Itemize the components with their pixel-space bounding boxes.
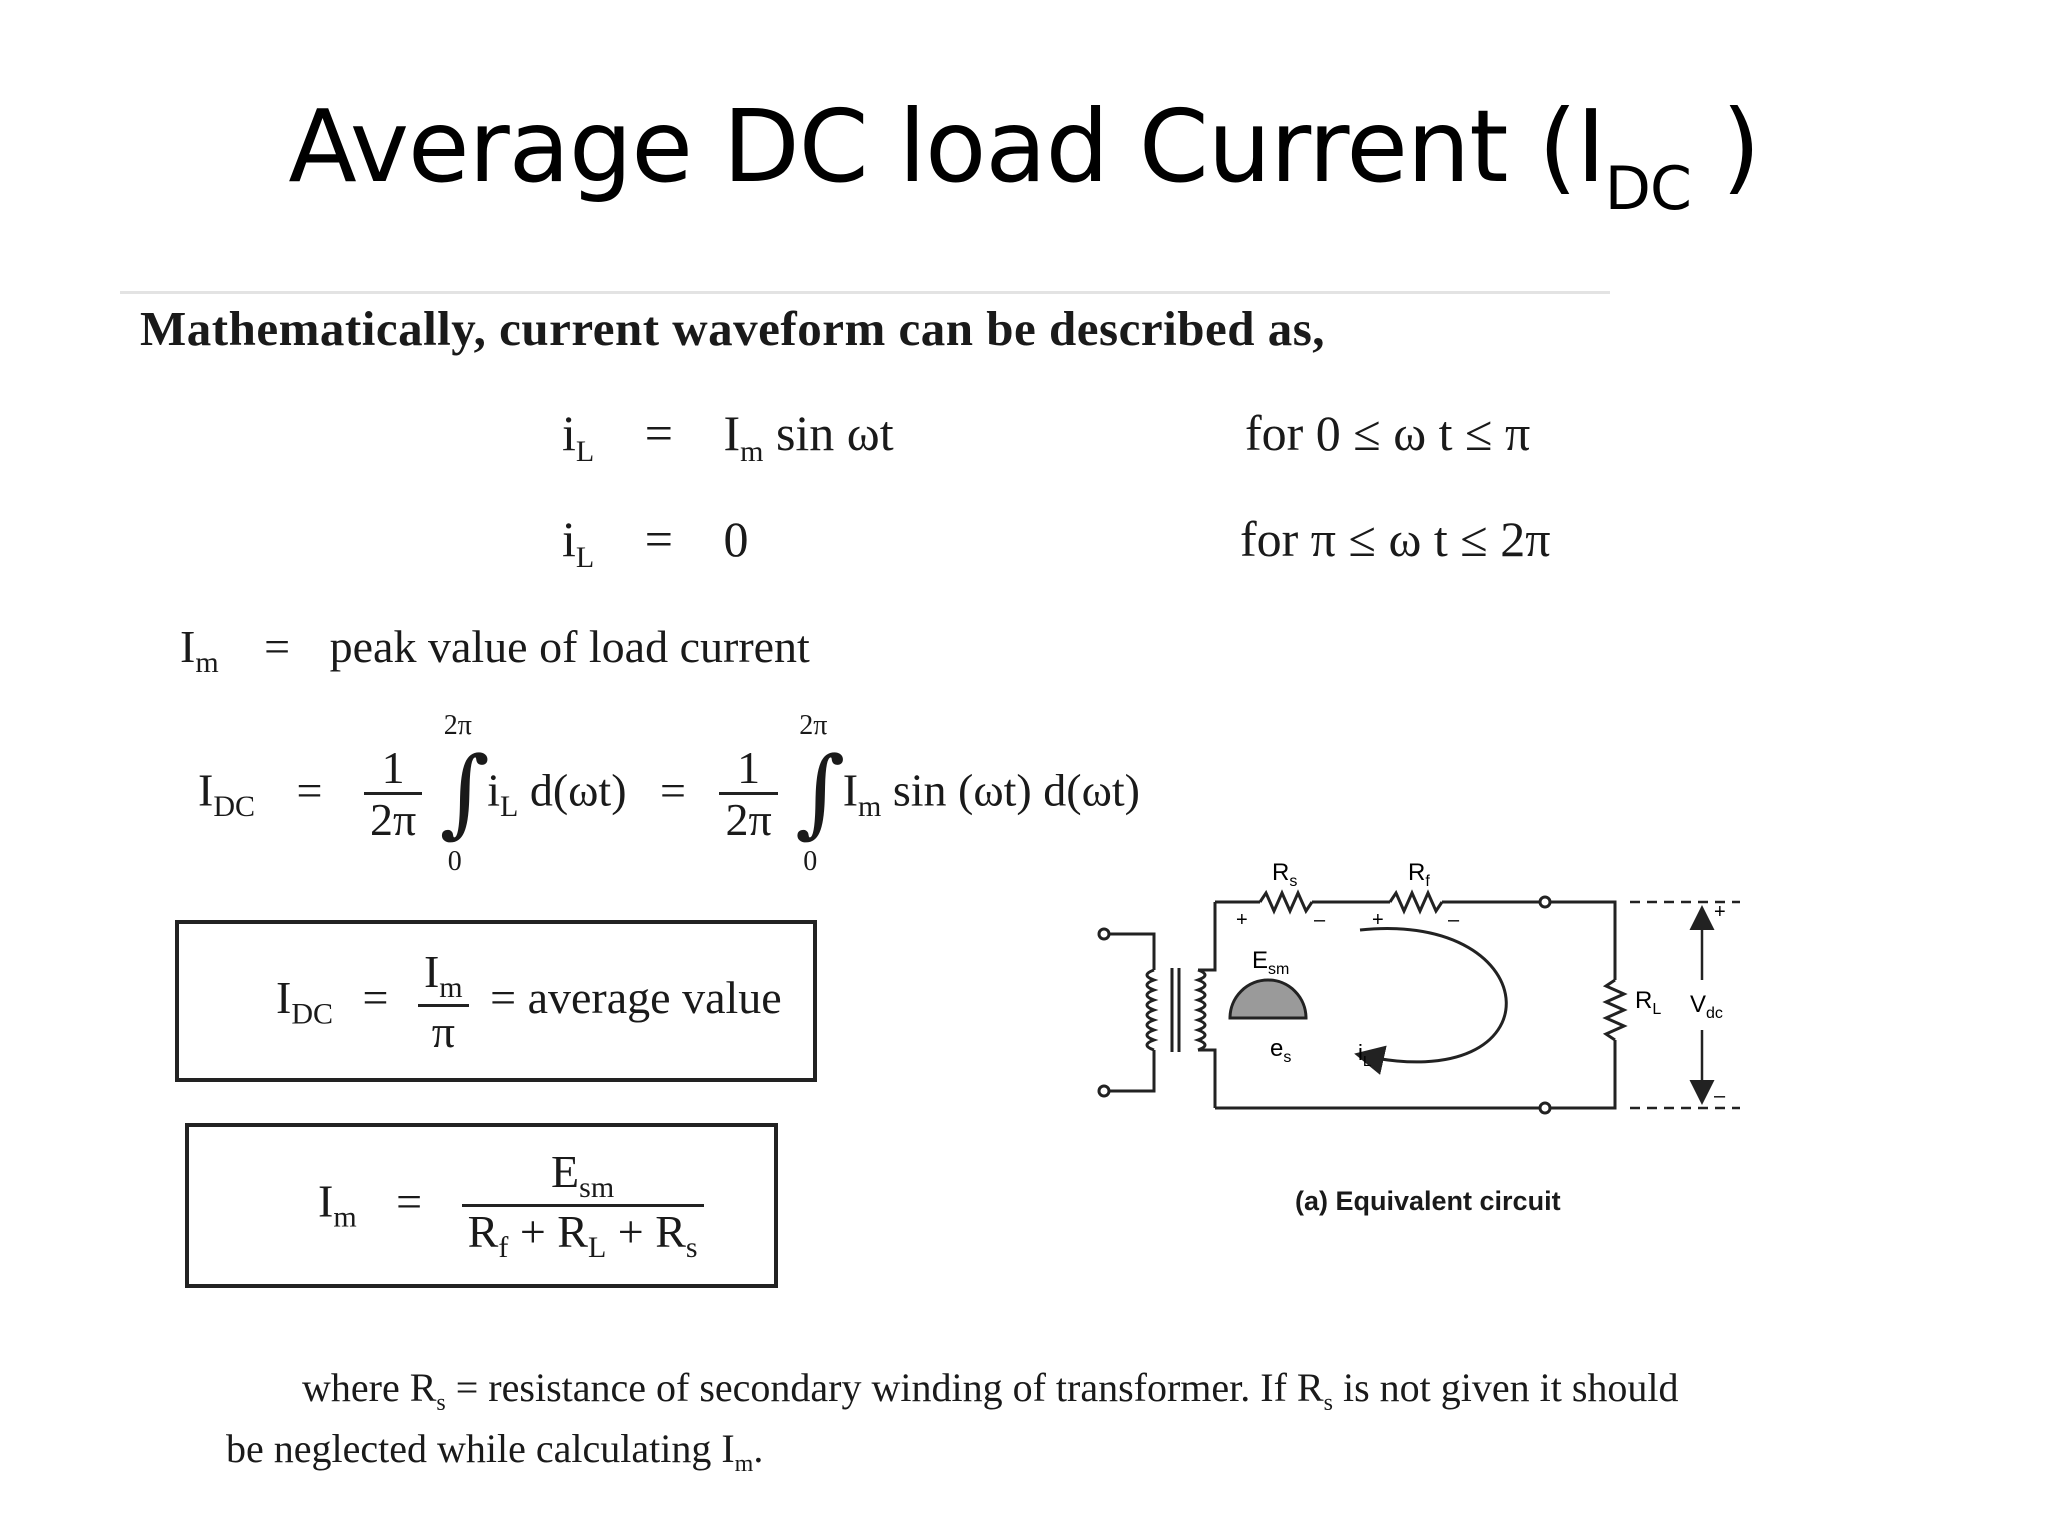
- primary-terminal-top: [1099, 929, 1109, 939]
- im-result-equation: $I_m$ = $\frac{E_{sm}}{R_f + R_L + R_s}$: [318, 1148, 704, 1264]
- waveform-condition-1: for 0 ≤ ω t ≤ π: [1245, 405, 1531, 461]
- label-rl: $R_L$: [1635, 987, 1662, 1018]
- output-terminal-bottom: [1540, 1103, 1550, 1113]
- label-rs-minus: –: [1314, 909, 1326, 931]
- circuit-caption: (a) Equivalent circuit: [1295, 1186, 1561, 1216]
- note-line-1: where $R_s$ = resistance of secondary winding of transformer. If $R_s$ is not given it should: [302, 1365, 1679, 1416]
- im-definition: $I_m$ = peak value of load current: [180, 621, 810, 680]
- label-rs-plus: +: [1236, 909, 1248, 931]
- rl-resistor: [1606, 980, 1624, 1040]
- label-rf-minus: –: [1448, 909, 1460, 931]
- note-line-2: be neglected while calculating $I_m$.: [226, 1425, 764, 1477]
- label-rs: $R_s$: [1272, 859, 1298, 890]
- waveform-condition-2: for π ≤ ω t ≤ 2π: [1240, 511, 1551, 567]
- label-rf: $R_f$: [1408, 859, 1430, 890]
- slide-title: Average DC load Current ($I_{DC}$ ): [288, 88, 1760, 224]
- primary-terminal-bottom: [1099, 1086, 1109, 1096]
- integral-sign: 2π ∫ 0: [795, 710, 846, 877]
- waveform-equation-2: $i_L = 0$: [562, 511, 749, 574]
- divider: [120, 291, 1610, 294]
- primary-winding: [1147, 970, 1154, 1050]
- idc-result-equation: $I_{DC}$ = $\frac{I_m}{\pi}$ = average value: [276, 946, 782, 1057]
- waveform-equation-1: $i_L = I_m$ sin ωt: [562, 405, 894, 468]
- label-esm: $E_{sm}$: [1252, 947, 1290, 978]
- label-vdc-plus: +: [1714, 901, 1726, 923]
- label-vdc: $V_{dc}$: [1690, 991, 1723, 1022]
- label-vdc-minus: –: [1714, 1085, 1726, 1107]
- label-il: $i_L$: [1358, 1040, 1372, 1070]
- integral-sign: 2π ∫ 0: [439, 710, 490, 877]
- equivalent-circuit: [1090, 850, 1790, 1180]
- idc-integral-equation: $I_{DC}$ = $\frac{1}{2\pi}$ 2π ∫ 0 $i_L$ d(ωt) = $\frac{1}{2\pi}$ 2π ∫ 0 $I_m$ sin (ωt) d(ωt): [198, 710, 1140, 877]
- secondary-winding: [1198, 970, 1205, 1050]
- rf-resistor: [1390, 893, 1442, 911]
- output-terminal-top: [1540, 897, 1550, 907]
- note-paragraph: [226, 1360, 1906, 1481]
- rs-resistor: [1260, 893, 1312, 911]
- source-esm-symbol: [1230, 980, 1306, 1018]
- intro-text: Mathematically, current waveform can be described as,: [140, 301, 1326, 356]
- current-arrow: [1360, 929, 1506, 1062]
- label-rf-plus: +: [1372, 909, 1384, 931]
- label-es: $e_s$: [1270, 1035, 1292, 1066]
